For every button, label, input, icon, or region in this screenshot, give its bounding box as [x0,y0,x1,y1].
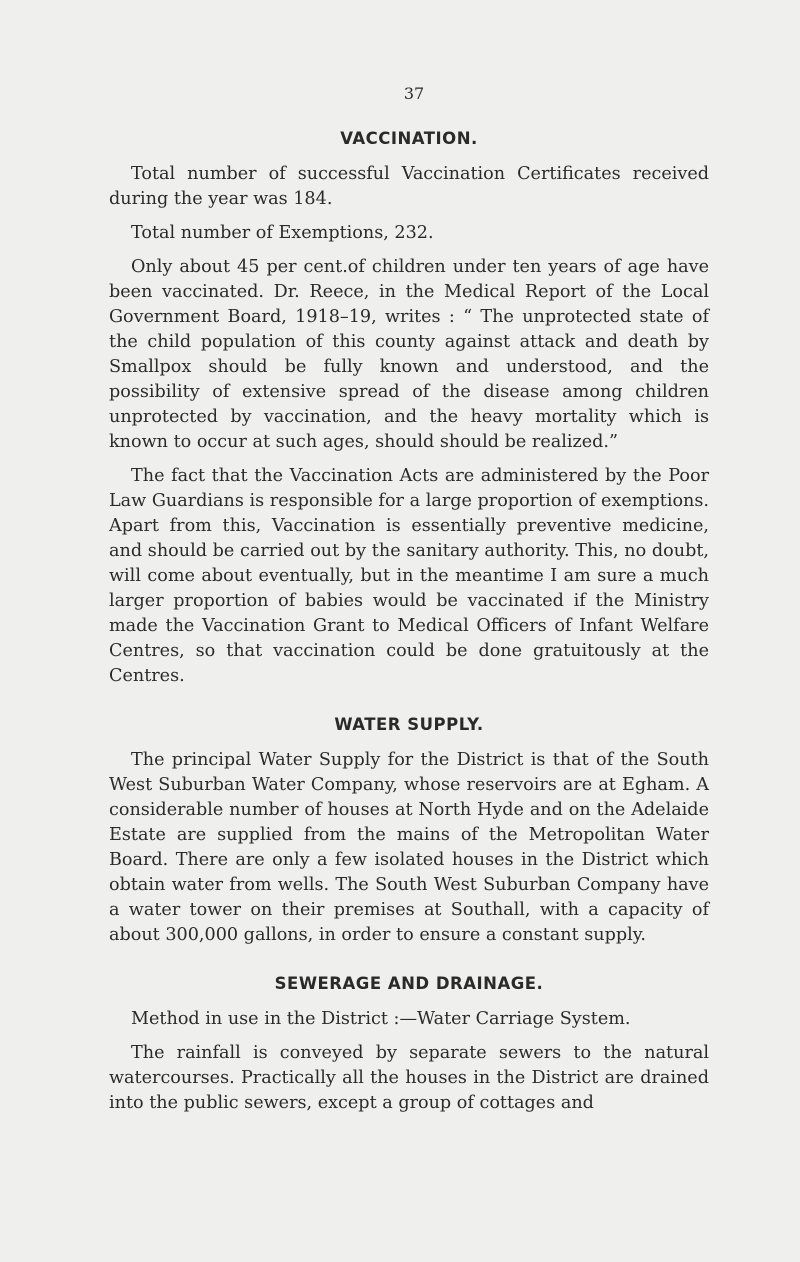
paragraph: The rainfall is conveyed by separate sewers to the natural watercourses. Practically all the houses in the District are drained into the public sewers, except a group of cottages and [109,1043,709,1113]
page-number: 37 [403,84,425,103]
vaccination-section [109,129,709,689]
paragraph: The principal Water Supply for the District is that of the South West Suburban Water Company, whose reservoirs are at Egham. A considerable number of houses at North Hyde and on the Adelaide Estate are supplied from the mains of the Metropolitan Water Board. There are only a few isolated houses in the District which obtain water from wells. The South West Suburban Company have a water tower on their premises at Southall, with a capacity of about 300,000 gallons, in order to ensure a constant supply. [109,750,709,945]
water-supply-section [109,715,709,948]
paragraph: The fact that the Vaccination Acts are administered by the Poor Law Guardians is responsible for a large proportion of exemptions. Apart from this, Vaccination is essentially preventive medicine, and should be carried out by the sanitary authority. This, no doubt, will come about eventually, but in the meantime I am sure a much larger proportion of babies would be vaccinated if the Ministry made the Vaccination Grant to Medical Officers of Infant Welfare Centres, so that vaccination could be done gratuitously at the Centres. [109,466,709,686]
water-supply-heading: WATER SUPPLY. [334,715,484,734]
sewerage-drainage-section [109,974,709,1116]
vaccination-heading: VACCINATION. [340,129,478,148]
sewerage-drainage-heading: SEWERAGE AND DRAINAGE. [274,974,544,993]
paragraph: Only about 45 per cent.of children under ten years of age have been vaccinated. Dr. Reece, in the Medical Report of the Local Government Board, 1918–19, writes : “ The unprotected state of the child population of this county against attack and death by Smallpox should be fully known and understood, and the possibility of extensive spread of the disease among children unprotected by vaccination, and the heavy mortality which is known to occur at such ages, should should be realized.” [109,257,709,452]
paragraph: Method in use in the District :—Water Carriage System. [131,1009,631,1029]
paragraph: Total number of successful Vaccination Certificates received during the year was 184. [109,164,709,209]
paragraph: Total number of Exemptions, 232. [131,223,434,243]
document-page [109,84,709,1125]
